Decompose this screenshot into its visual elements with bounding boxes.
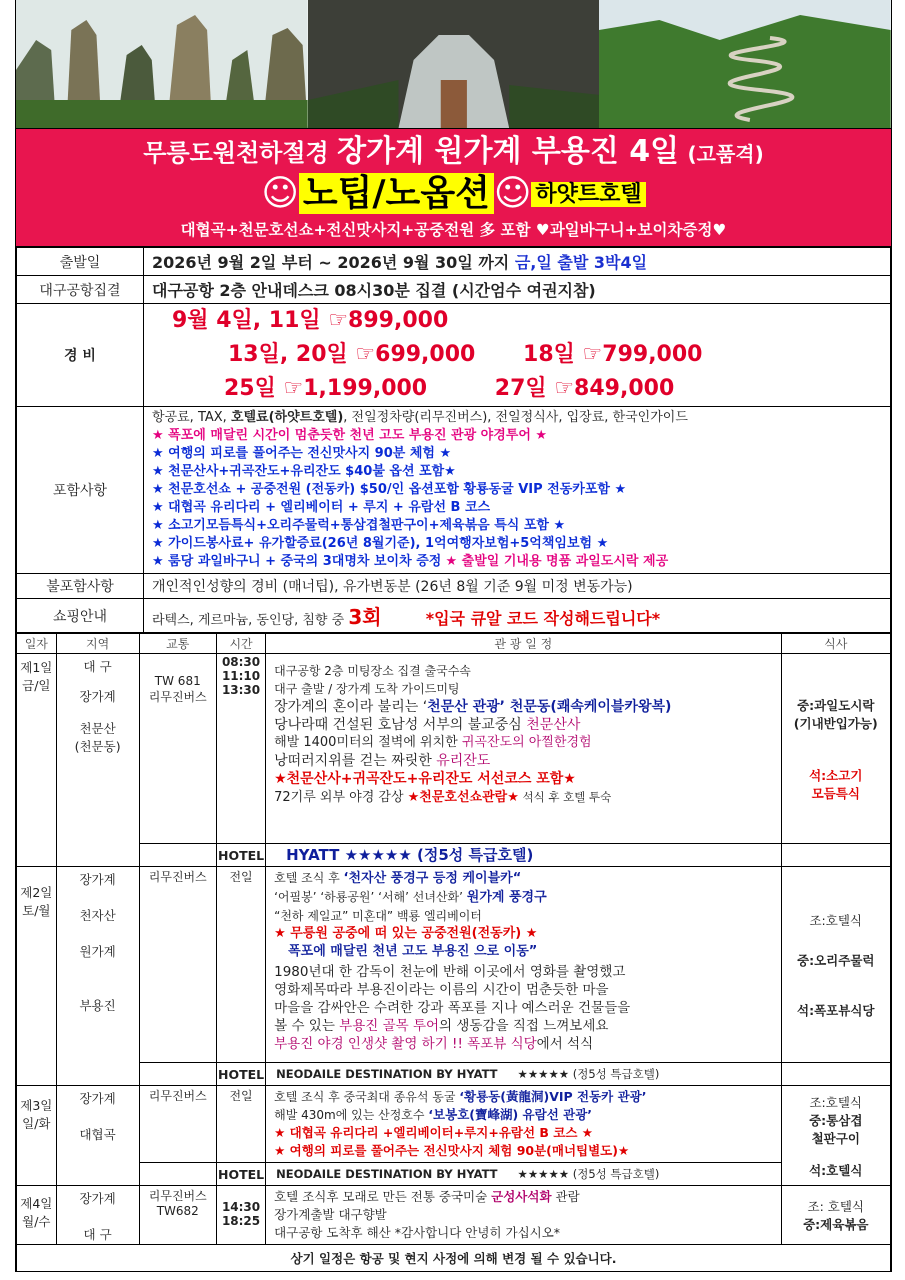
itinerary-line: ★ 무릉원 공중에 떠 있는 공중전원(전동카) ★ [274, 926, 538, 941]
incl-item: ★ 천문호선쇼 + 공중전원 (전동카) $50/인 옵션포함 황룡동굴 VIP 전동카포함 ★ [152, 482, 627, 497]
itinerary-line: 영화제목따라 부용진이라는 이름의 시간이 멈춘듯한 마을 [274, 982, 609, 998]
depart-dates: 2026년 9월 2일 부터 ~ 2026년 9월 30일 까지 [152, 253, 510, 272]
day3-meals [781, 1086, 891, 1186]
day1-transport: TW 681 리무진버스 [139, 654, 216, 844]
region: 천자산 [79, 908, 116, 923]
day2-row [17, 867, 891, 1063]
header-time: 시간 [216, 634, 265, 654]
day3-transport: 리무진버스 [139, 1086, 216, 1163]
yuanjiajie: 원가계 풍경구 [466, 890, 547, 905]
header-transport: 교통 [139, 634, 216, 654]
day1-label: 제1일 금/일 [17, 654, 57, 867]
banner-line1 [16, 135, 891, 171]
itinerary-line: 폭포에 매달린 천년 고도 부용진 으로 이동” [288, 944, 538, 959]
show-highlight: ★천문호선쇼관람★ [407, 790, 519, 805]
itinerary-line [274, 788, 772, 807]
day3-regions [56, 1086, 139, 1186]
glass-walkway: 유리잔도 [436, 753, 491, 769]
day2-transport: 리무진버스 [139, 867, 216, 1063]
itinerary-line [274, 1035, 772, 1053]
banner-line3: 대협곡+천문호선쇼+전신맛사지+공중전원 多 포함 ♥과일바구니+보이차증정♥ [180, 221, 727, 239]
cost-values [144, 304, 891, 407]
incl-base [152, 409, 882, 427]
hotel-name: NEODAILE DESTINATION BY HYATT [276, 1067, 498, 1081]
meal-dinner: 석:폭포뷰식당 [797, 1002, 875, 1018]
day1-regions [56, 654, 139, 867]
meal-lunch: 중:통삼겹 철판구이 [809, 1112, 863, 1146]
incl-extra: ★ 출발일 기내용 명품 과일도시락 제공 [445, 554, 669, 569]
shop-text: 라텍스, 게르마늄, 동인당, 침향 중 [152, 613, 345, 628]
banner-line2 [16, 171, 891, 218]
incl-item: ★ 가이드봉사료+ 유가할증료(26년 8월기준), 1억여행자보험+5억책임보험 ★ [152, 536, 609, 551]
excl-value: 개인적인성향의 경비 (매너팁), 유가변동분 (26년 8월 기준 9월 미정 변동가능) [144, 574, 891, 599]
text: 당나라때 건설된 호남성 서부의 불교중심 [274, 717, 527, 733]
photo-strip [16, 0, 891, 129]
header-region: 지역 [56, 634, 139, 654]
itinerary-line: “천하 제일교” 미혼대” 백룡 엘리베이터 [274, 909, 482, 923]
text: 볼 수 있는 [274, 1018, 340, 1034]
incl-item: ★ 소고기모듬특식+오리주물럭+통삼겹철판구이+제육볶음 특식 포함 ★ [152, 518, 566, 533]
day3-hotel-row [17, 1163, 891, 1186]
tour-flyer [15, 0, 892, 1272]
text: 해발 430m에 있는 산정호수 [274, 1108, 429, 1122]
itinerary-line: ★천문산사+귀곡잔도+유리잔도 서선코스 포함★ [274, 771, 576, 787]
price-line-2 [152, 338, 882, 372]
ghost-walkway: 귀곡잔도의 아찔한경험 [461, 735, 592, 750]
incl-values [144, 407, 891, 574]
itinerary-line [274, 869, 772, 888]
day3-itinerary [266, 1086, 781, 1163]
itinerary-line: 대구공항 2층 미팅장소 집결 출국수속 [274, 664, 471, 678]
incl-item: ★ 폭포에 매달린 시간이 멈춘듯한 천년 고도 부용진 관광 야경투어 ★ [152, 428, 548, 443]
alley-tour: 부용진 골목 투어 [339, 1018, 440, 1034]
itinerary-line [274, 698, 772, 716]
itinerary-line [274, 1017, 772, 1035]
tianmen-temple: 천문산사 [526, 717, 581, 733]
incl-base-c: , 전일정차량(리무진버스), 전일정식사, 입장료, 한국인가이드 [343, 410, 688, 425]
meal-dinner: 석:소고기 모듬특식 [809, 767, 863, 801]
day4-regions [56, 1186, 139, 1245]
incl-base-a: 항공료, TAX, [152, 410, 231, 425]
depart-row [17, 248, 891, 276]
schedule-table [16, 633, 891, 1245]
qr-note: *입국 큐알 코드 작성해드립니다* [425, 609, 661, 628]
huanglong-cave: ‘황룡동(黃龍洞)VIP 전동카 관광’ [459, 1089, 647, 1104]
itinerary-line: 마을을 감싸안은 수려한 강과 폭포를 지나 예스러운 건물들을 [274, 1000, 631, 1016]
price-item: 27일 ☞849,000 [494, 376, 675, 401]
no-tip-no-option: 노팁/노옵션 [299, 173, 494, 214]
text: 72기루 외부 야경 감상 [274, 790, 408, 805]
price-item: 25일 ☞1,199,000 [224, 376, 428, 401]
day2-times: 전일 [216, 867, 265, 1063]
shop-count: 3회 [348, 605, 382, 629]
incl-item-last [152, 553, 882, 571]
sand-painting: 군성사석화 [491, 1189, 552, 1204]
day2-hotel [266, 1063, 781, 1086]
blank-cell [781, 1063, 891, 1086]
day2-itinerary [266, 867, 781, 1063]
incl-item: ★ 룸당 과일바구니 + 중국의 3대명차 보이차 증정 [152, 554, 442, 569]
text: 낭떠러지위를 걷는 짜릿한 [274, 753, 437, 769]
day3-label: 제3일 일/화 [17, 1086, 57, 1186]
itinerary-line [274, 888, 772, 907]
meet-row [17, 276, 891, 304]
header-meal: 식사 [781, 634, 891, 654]
cost-label: 경 비 [17, 304, 144, 407]
price-item: 9월 4일, 11일 ☞899,000 [172, 308, 449, 333]
night-view: 부용진 야경 인생샷 촬영 하기 !! 폭포뷰 식당 [274, 1036, 537, 1052]
region: 원가계 [79, 944, 116, 959]
title-banner [16, 129, 891, 247]
meal-breakfast: 조:호텔식 [809, 912, 862, 928]
day4-row [17, 1186, 891, 1245]
itinerary-line [274, 1106, 772, 1124]
baofeng-lake: ‘보봉호(寶峰湖) 유람선 관광’ [428, 1107, 593, 1122]
text: 에서 석식 [536, 1036, 594, 1052]
shop-label: 쇼핑안내 [17, 599, 144, 633]
day2-meals [781, 867, 891, 1063]
hotel-stars: ★★★★★ (정5성 특급호텔) [517, 1167, 660, 1181]
tianzi-cablecar: ‘천자산 풍경구 등정 케이블카“ [343, 871, 522, 886]
depart-days: 금,일 출발 3박4일 [514, 253, 648, 272]
price-item: 18일 ☞799,000 [523, 342, 703, 367]
itinerary-line: 1980년대 한 감독이 천눈에 반해 이곳에서 영화를 촬영했고 [274, 964, 626, 980]
region: 장가계 [79, 1091, 116, 1106]
incl-item: ★ 천문산사+귀곡잔도+유리잔도 $40불 옵션 포함★ [152, 464, 456, 479]
tour-title: 장가계 원가계 부용진 4일 [337, 134, 680, 169]
header-day: 일자 [17, 634, 57, 654]
day3-row [17, 1086, 891, 1163]
blank-cell [781, 844, 891, 867]
day4-itinerary [266, 1186, 781, 1245]
day4-label: 제4일 월/수 [17, 1186, 57, 1245]
text: 호텔 조식 후 [274, 871, 344, 885]
day1-hotel: HYATT ★★★★★ (정5성 특급호텔) [266, 844, 781, 867]
blank-cell [139, 844, 216, 867]
meet-label: 대구공항집결 [17, 276, 144, 304]
itinerary-line [274, 716, 772, 734]
day3-times: 전일 [216, 1086, 265, 1163]
text: 의 생동감을 직접 느껴보세요 [439, 1018, 609, 1034]
day4-meals [781, 1186, 891, 1245]
photo-winding-road [599, 0, 891, 128]
banner-suffix: (고품격) [687, 142, 764, 166]
day1-meals [781, 654, 891, 844]
itinerary-line [274, 752, 772, 770]
text: 호텔 조식후 모래로 만든 전통 중국미술 [274, 1189, 492, 1204]
day1-row [17, 654, 891, 844]
day2-hotel-row [17, 1063, 891, 1086]
itinerary-line: 대구공항 도착후 해산 *감사합니다 안녕히 가십시오* [274, 1225, 561, 1240]
day4-times: 14:30 18:25 [216, 1186, 265, 1245]
region: 대 구 [83, 659, 112, 674]
itinerary-line [274, 1188, 772, 1206]
region: 장가계 [79, 1191, 116, 1206]
incl-item: ★ 대협곡 유리다리 + 엘리베이터 + 루지 + 유람선 B 코스 [152, 500, 491, 515]
hotel-label: HOTEL [216, 1163, 265, 1186]
meal-breakfast: 조:호텔식 [809, 1094, 862, 1110]
banner-prefix: 무릉도원천하절경 [143, 139, 329, 167]
incl-hotel: 호텔료(하얏트호텔) [230, 410, 344, 425]
hotel-label: HOTEL [216, 1063, 265, 1086]
shop-value [144, 599, 891, 633]
text: 석식 후 호텔 투숙 [518, 790, 612, 804]
itinerary-line: 장가계출발 대구향발 [274, 1207, 387, 1222]
schedule-header [17, 634, 891, 654]
text: ‘어필봉’ ‘하룡공원’ ‘서해’ 선녀산화’ [274, 890, 467, 904]
day1-times: 08:30 11:10 13:30 [216, 654, 265, 844]
tianmen-cablecar: 천문산 관광’ 천문동(쾌속케이블카왕복) [427, 699, 672, 715]
meal-breakfast: 조: 호텔식 [807, 1199, 864, 1214]
header-itinerary: 관 광 일 정 [266, 634, 781, 654]
footer-note: 상기 일정은 항공 및 현지 사정에 의해 변경 될 수 있습니다. [16, 1245, 891, 1272]
price-line-3 [152, 372, 882, 406]
day3-hotel [266, 1163, 781, 1186]
text: 호텔 조식 후 중국최대 종유석 동굴 [274, 1090, 460, 1104]
blank-cell [139, 1163, 216, 1186]
day4-transport: 리무진버스 TW682 [139, 1186, 216, 1245]
day2-label: 제2일 토/월 [17, 867, 57, 1086]
shop-row [17, 599, 891, 633]
text: 관람 [551, 1189, 580, 1204]
region: 대 구 [83, 1227, 112, 1242]
hotel-label: HOTEL [216, 844, 265, 867]
day2-regions [56, 867, 139, 1086]
region: 대협곡 [79, 1127, 116, 1142]
depart-value [144, 248, 891, 276]
meal-lunch: 중:제육볶음 [803, 1217, 869, 1232]
price-item: 13일, 20일 ☞699,000 [228, 342, 476, 367]
incl-row [17, 407, 891, 574]
itinerary-line: 대구 출발 / 장가계 도착 가이드미팅 [274, 682, 460, 696]
meal-lunch: 중:오리주물럭 [797, 952, 875, 968]
region: 장가계 [79, 689, 116, 704]
excl-label: 불포함사항 [17, 574, 144, 599]
info-table [16, 247, 891, 633]
blank-cell [139, 1063, 216, 1086]
itinerary-line [274, 734, 772, 752]
text: 해발 1400미터의 절벽에 위치한 [274, 735, 462, 750]
itinerary-line: ★ 대협곡 유리다리 +엘리베이터+루지+유람선 B 코스 ★ [274, 1125, 594, 1140]
text: 장가계의 혼이라 불리는 ‘ [274, 699, 428, 715]
incl-label: 포함사항 [17, 407, 144, 574]
region: 천문산 (천문동) [74, 721, 121, 754]
depart-label: 출발일 [17, 248, 144, 276]
day1-hotel-row [17, 844, 891, 867]
cost-row [17, 304, 891, 407]
smiley-icon: ☺ [493, 173, 532, 214]
incl-item: ★ 여행의 피로를 풀어주는 전신맛사지 90분 체험 ★ [152, 446, 452, 461]
photo-pillar-mountains [16, 0, 308, 128]
meal-dinner: 석:호텔식 [809, 1162, 863, 1178]
hotel-stars: ★★★★★ (정5성 특급호텔) [517, 1067, 660, 1081]
meet-value: 대구공항 2층 안내데스크 08시30분 집결 (시간엄수 여권지참) [144, 276, 891, 304]
smiley-icon: ☺ [261, 173, 299, 214]
region: 부용진 [79, 998, 116, 1013]
itinerary-line [274, 1088, 772, 1106]
meal-lunch: 중:과일도시락 (기내반입가능) [793, 697, 878, 731]
hyatt-hotel-badge: 하얏트호텔 [531, 182, 645, 207]
itinerary-line: ★ 여행의 피로를 풀어주는 전신맛사지 체험 90분(매너팁별도)★ [274, 1143, 630, 1158]
photo-heaven-gate [308, 0, 600, 128]
region: 장가계 [79, 872, 116, 887]
day1-itinerary [266, 654, 781, 844]
hotel-name: NEODAILE DESTINATION BY HYATT [276, 1167, 498, 1181]
excl-row [17, 574, 891, 599]
